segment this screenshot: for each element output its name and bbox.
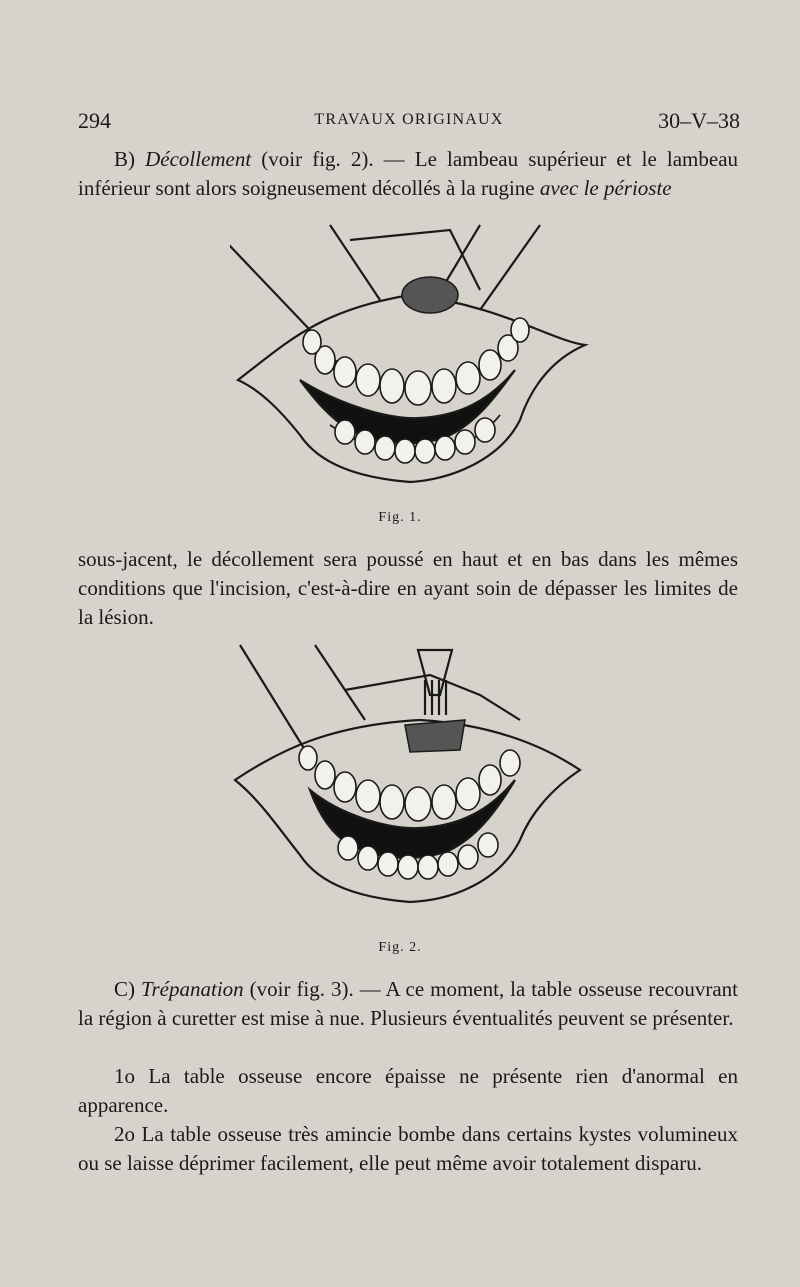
section-c-paragraph	[78, 975, 738, 1033]
figure-2-caption: Fig. 2.	[378, 940, 422, 955]
running-title: TRAVAUX ORIGINAUX	[314, 111, 504, 128]
header-date: 30–V–38	[658, 108, 740, 133]
section-b-text: (voir fig. 2). — Le lambeau supérieur et le lambeau inférieur sont alors soigneusement décollés à la rugine	[78, 147, 739, 200]
list-item-1: 1o La table osseuse encore épaisse ne présente rien d'anormal en apparence.	[78, 1064, 738, 1117]
section-c-text: (voir fig. 3). — A ce moment, la table osseuse recouvrant la région à curetter est mise à nue. Plusieurs éventualités peuvent se présenter.	[78, 977, 738, 1030]
list-item-2: 2o La table osseuse très amincie bombe dans certains kystes volumineux ou se laisse déprimer facilement, elle peut même avoir totalement disparu.	[78, 1122, 738, 1175]
section-b-emphasis: avec le périoste	[539, 176, 672, 200]
section-c-label: C)	[114, 977, 135, 1001]
section-b-label: B)	[114, 147, 135, 171]
section-b-paragraph	[78, 145, 738, 203]
figure-1-caption: Fig. 1.	[378, 510, 422, 525]
page-number: 294	[78, 108, 111, 133]
section-b-title: Décollement	[145, 147, 252, 171]
figure-2-illustration	[230, 640, 590, 930]
running-header	[78, 108, 740, 138]
continuation-paragraph: sous-jacent, le décollement sera poussé en haut et en bas dans les mêmes conditions que l'incision, c'est-à-dire en ayant soin de dépasser les limites de la lésion.	[78, 547, 738, 629]
figure-1-illustration	[230, 220, 590, 510]
section-c-title: Trépanation	[140, 977, 244, 1001]
